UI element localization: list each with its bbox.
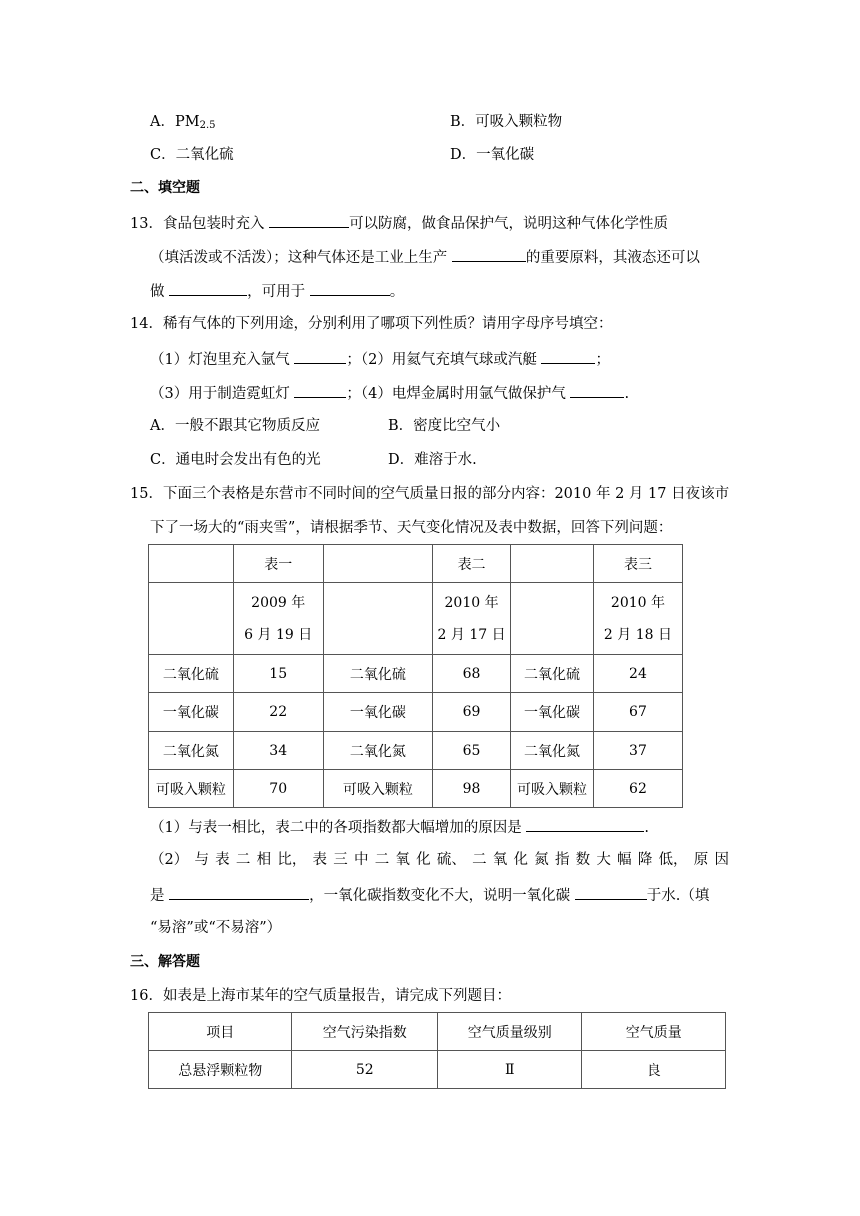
- q15-text: 比，: [277, 852, 307, 868]
- table-cell: 68: [432, 655, 510, 693]
- q14-text: ；: [595, 352, 610, 368]
- q14-option-a: A．一般不跟其它物质反应: [150, 418, 320, 434]
- table-cell: Ⅱ: [437, 1051, 581, 1089]
- q15-text: 氧: [492, 852, 508, 868]
- table-date-2: [432, 583, 510, 655]
- q15-sub1: [150, 816, 649, 838]
- table-row: [149, 770, 683, 808]
- table-date-3: [593, 583, 682, 655]
- q14-line3: [150, 382, 629, 404]
- q15-sub2-line2: [150, 884, 709, 906]
- date-day: 2 月 17 日: [437, 626, 506, 643]
- q12-option-a-subscript: 2.5: [199, 120, 216, 131]
- q13-text: 。: [389, 284, 405, 300]
- q13-text: 13．食品包装时充入: [130, 216, 270, 232]
- q14-line1: 14．稀有气体的下列用途，分别利用了哪项下列性质？请用字母序号填空：: [130, 316, 613, 332]
- q15-text: 化: [416, 852, 431, 868]
- table-header: 空气污染指数: [292, 1013, 438, 1051]
- date-day: 6 月 19 日: [244, 626, 313, 643]
- q15-text: （1）与表一相比，表二中的各项指数都大幅增加的原因是: [150, 820, 527, 836]
- table-cell: 70: [233, 770, 323, 808]
- q15-text: 二: [235, 852, 251, 868]
- table-cell: 37: [593, 732, 682, 770]
- q13-blank-3[interactable]: [169, 280, 247, 296]
- table-row: [149, 545, 683, 583]
- q15-text: 是: [150, 888, 170, 904]
- table-header-1: 表一: [233, 545, 323, 583]
- q12-option-c: C．二氧化硫: [150, 147, 234, 163]
- table-row: [149, 693, 683, 732]
- q15-text: 因: [714, 852, 729, 868]
- q15-blank-3[interactable]: [575, 884, 647, 900]
- row-label: 二氧化氮: [149, 732, 234, 770]
- table-cell: 62: [593, 770, 682, 808]
- q16-line1: 16．如表是上海市某年的空气质量报告，请完成下列题目：: [130, 988, 511, 1004]
- row-label: 二氧化硫: [511, 655, 594, 693]
- table-row: [149, 732, 683, 770]
- q15-line2: 下了一场大的“雨夹雪”，请根据季节、天气变化情况及表中数据，回答下列问题：: [150, 520, 673, 536]
- row-label: 二氧化硫: [323, 655, 432, 693]
- q14-text: （3）用于制造霓虹灯: [150, 386, 295, 402]
- q13-line1: [130, 212, 668, 234]
- table-date-1: [233, 583, 323, 655]
- section3-title: 三、解答题: [130, 954, 200, 970]
- q15-table: [148, 544, 683, 808]
- row-label: 二氧化氮: [323, 732, 432, 770]
- q15-text: 化: [513, 852, 529, 868]
- row-label: 一氧化碳: [149, 693, 234, 732]
- row-label: 可吸入颗粒: [149, 770, 234, 808]
- q15-text: 二: [374, 852, 390, 868]
- q12-option-d: D．一氧化碳: [450, 147, 535, 163]
- table-cell: 98: [432, 770, 510, 808]
- q15-text: 表: [312, 852, 328, 868]
- q13-text: （填活泼或不活泼）；这种气体还是工业上生产: [150, 250, 452, 266]
- q14-option-c: C．通电时会发出有色的光: [150, 452, 321, 468]
- q14-text: （1）灯泡里充入氩气: [150, 352, 295, 368]
- q14-option-b: B．密度比空气小: [388, 418, 501, 434]
- q15-text: 低，: [658, 852, 688, 868]
- q16-table: [148, 1012, 726, 1089]
- q15-sub2-line1: [150, 850, 729, 870]
- q12-option-a-text: A．PM: [150, 114, 200, 130]
- table-header: 项目: [149, 1013, 292, 1051]
- q12-option-a: [150, 112, 215, 136]
- q14-blank-3[interactable]: [294, 382, 346, 398]
- table-cell: [149, 583, 234, 655]
- q15-text: ，一氧化碳指数变化不大，说明一氧化碳: [309, 888, 575, 904]
- table-header-3: 表三: [593, 545, 682, 583]
- table-cell: 总悬浮颗粒物: [149, 1051, 292, 1089]
- table-cell: 67: [593, 693, 682, 732]
- q15-text: 与: [194, 852, 209, 868]
- table-cell: 良: [582, 1051, 726, 1089]
- table-cell: 24: [593, 655, 682, 693]
- q14-blank-1[interactable]: [294, 348, 346, 364]
- q14-blank-4[interactable]: [570, 382, 624, 398]
- row-label: 可吸入颗粒: [323, 770, 432, 808]
- q13-text: ，可用于: [247, 284, 310, 300]
- q14-blank-2[interactable]: [541, 348, 595, 364]
- q13-line2: [150, 246, 700, 268]
- table-cell: [511, 545, 594, 583]
- q15-text: 二: [472, 852, 487, 868]
- q15-blank-1[interactable]: [526, 816, 644, 832]
- q12-option-b: B．可吸入颗粒物: [450, 114, 563, 130]
- table-cell: [323, 545, 432, 583]
- table-row: [149, 1051, 726, 1089]
- date-year: 2010 年: [444, 594, 499, 611]
- q15-text: .: [644, 820, 649, 836]
- table-cell: 69: [432, 693, 510, 732]
- table-row: [149, 583, 683, 655]
- q15-text: 幅: [617, 852, 632, 868]
- q15-text: 指: [554, 852, 570, 868]
- table-cell: [149, 545, 234, 583]
- q14-option-d: D．难溶于水.: [388, 452, 477, 468]
- table-header: 空气质量: [582, 1013, 726, 1051]
- date-year: 2009 年: [251, 594, 306, 611]
- q15-text: 表: [215, 852, 230, 868]
- q15-text: 氧: [395, 852, 410, 868]
- table-cell: [323, 583, 432, 655]
- date-year: 2010 年: [610, 594, 665, 611]
- table-header-2: 表二: [432, 545, 510, 583]
- q15-text: 降: [637, 852, 653, 868]
- q15-text: 原: [693, 852, 709, 868]
- table-cell: [511, 583, 594, 655]
- q15-text: （2）: [150, 852, 189, 868]
- q15-blank-2[interactable]: [169, 884, 309, 900]
- q15-text: 数: [575, 852, 591, 868]
- q15-text: 中: [353, 852, 369, 868]
- table-cell: 65: [432, 732, 510, 770]
- section2-title: 二、填空题: [130, 180, 200, 196]
- date-day: 2 月 18 日: [603, 626, 672, 643]
- q15-text: 于水.（填: [646, 888, 710, 904]
- q13-text: 做: [150, 284, 170, 300]
- q13-blank-2[interactable]: [452, 246, 526, 262]
- table-cell: 34: [233, 732, 323, 770]
- row-label: 二氧化氮: [511, 732, 594, 770]
- q15-text: 相: [256, 852, 272, 868]
- q13-text: 可以防腐，做食品保护气，说明这种气体化学性质: [349, 216, 669, 232]
- q13-blank-4[interactable]: [310, 280, 390, 296]
- table-cell: 52: [292, 1051, 438, 1089]
- q14-text: .: [624, 386, 630, 402]
- q15-text: 硫、: [436, 852, 466, 868]
- q13-blank-1[interactable]: [269, 212, 349, 228]
- q15-text: 大: [596, 852, 611, 868]
- q14-text: ；（4）电焊金属时用氩气做保护气: [346, 386, 571, 402]
- table-row: [149, 1013, 726, 1051]
- table-cell: 15: [233, 655, 323, 693]
- row-label: 二氧化硫: [149, 655, 234, 693]
- table-header: 空气质量级别: [437, 1013, 581, 1051]
- row-label: 可吸入颗粒: [511, 770, 594, 808]
- q14-text: ；（2）用氦气充填气球或汽艇: [346, 352, 542, 368]
- q15-line1: 15．下面三个表格是东营市不同时间的空气质量日报的部分内容：2010 年 2 月 17 日夜该市: [130, 486, 730, 502]
- table-cell: 22: [233, 693, 323, 732]
- row-label: 一氧化碳: [511, 693, 594, 732]
- q13-line3: [150, 280, 404, 302]
- q13-text: 的重要原料，其液态还可以: [525, 250, 700, 266]
- q14-line2: [150, 348, 610, 370]
- row-label: 一氧化碳: [323, 693, 432, 732]
- q15-sub2-line3: “易溶”或“不易溶”）: [150, 920, 282, 936]
- q15-text: 氮: [534, 852, 549, 868]
- q15-text: 三: [333, 852, 348, 868]
- table-row: [149, 655, 683, 693]
